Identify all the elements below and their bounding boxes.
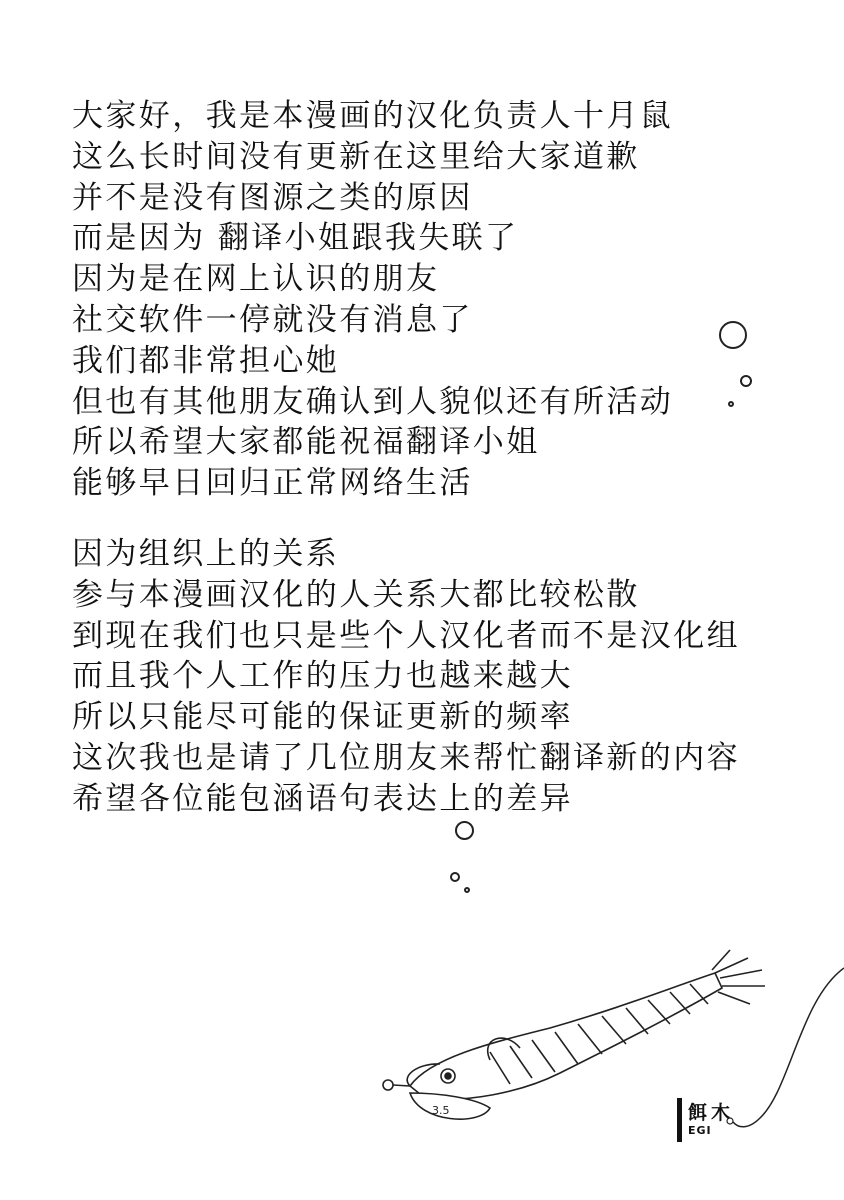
- text-line: 大家好，我是本漫画的汉化负责人十月鼠: [72, 98, 674, 134]
- text-line: 我们都非常担心她: [72, 342, 340, 379]
- text-line: 但也有其他朋友确认到人貌似还有所活动: [72, 383, 674, 420]
- text-line: 社交软件一停就没有消息了: [72, 301, 473, 338]
- text-line: 所以只能尽可能的保证更新的频率: [72, 699, 573, 736]
- text-line: 因为组织上的关系: [72, 536, 340, 572]
- text-line: 这次我也是请了几位朋友来帮忙翻译新的内容: [72, 739, 740, 776]
- text-line: 希望各位能包涵语句表达上的差异: [72, 780, 573, 817]
- text-line: 能够早日回归正常网络生活: [72, 465, 473, 502]
- brand-bar: [677, 1098, 682, 1142]
- text-line: 而且我个人工作的压力也越来越大: [72, 658, 573, 695]
- text-line: 因为是在网上认识的朋友: [72, 261, 440, 298]
- brand-name: 餌木: [688, 1102, 735, 1124]
- text-line: 并不是没有图源之类的原因: [72, 179, 473, 216]
- text-line: 所以希望大家都能祝福翻译小姐: [72, 424, 540, 461]
- lure-size-label: 3.5: [432, 1104, 450, 1117]
- text-line: 而是因为 翻译小姐跟我失联了: [72, 220, 519, 257]
- text-line: 参与本漫画汉化的人关系大都比较松散: [72, 576, 640, 613]
- brand-subtitle: EGI: [688, 1124, 712, 1137]
- text-line: 这么长时间没有更新在这里给大家道歉: [72, 138, 640, 175]
- text-line: 到现在我们也只是些个人汉化者而不是汉化组: [72, 617, 740, 654]
